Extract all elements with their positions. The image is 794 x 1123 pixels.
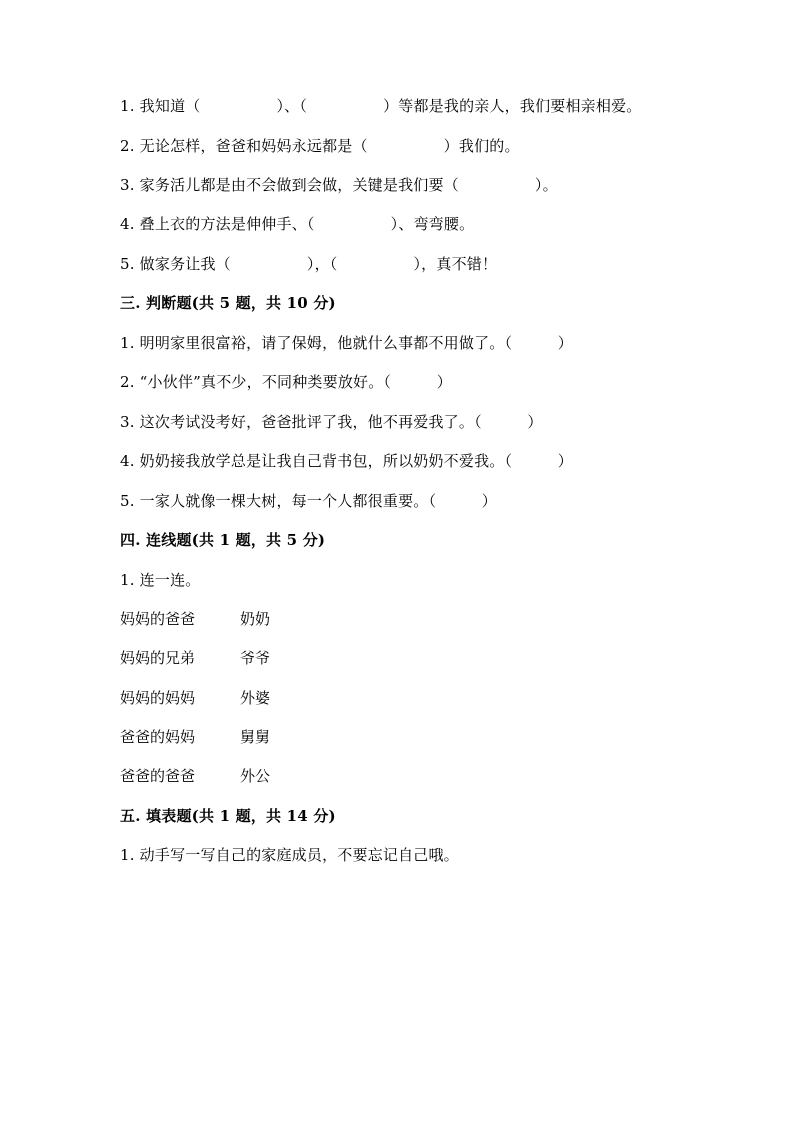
fill-blank-item-4: 4. 叠上衣的方法是伸伸手、（ ）、弯弯腰。 [120,215,475,233]
section4-heading: 四. 连线题(共 1 题，共 5 分) [120,531,326,549]
judge-item-1: 1. 明明家里很富裕，请了保姆，他就什么事都不用做了。（ ） [120,334,573,352]
matching-right-item-3: 外婆 [240,689,271,707]
fill-blank-item-3: 3. 家务活儿都是由不会做到会做，关键是我们要（ ）。 [120,176,558,194]
matching-right-item-1: 奶奶 [240,610,271,628]
judge-item-4: 4. 奶奶接我放学总是让我自己背书包，所以奶奶不爱我。（ ） [120,452,573,470]
matching-left-item-1: 妈妈的爸爸 [120,610,196,628]
fill-blank-item-2: 2. 无论怎样，爸爸和妈妈永远都是（ ）我们的。 [120,137,520,155]
judge-item-2: 2. “小伙伴”真不少，不同种类要放好。（ ） [120,373,452,391]
judge-item-5: 5. 一家人就像一棵大树，每一个人都很重要。（ ） [120,492,497,510]
fill-blank-item-1: 1. 我知道（ ）、（ ）等都是我的亲人，我们要相亲相爱。 [120,97,642,115]
matching-left-item-4: 爸爸的妈妈 [120,728,196,746]
matching-question: 1. 连一连。 [120,571,201,589]
matching-left-item-3: 妈妈的妈妈 [120,689,196,707]
section3-heading: 三. 判断题(共 5 题，共 10 分) [120,294,336,312]
fill-blank-item-5: 5. 做家务让我（ ），（ ），真不错！ [120,255,498,273]
judge-item-3: 3. 这次考试没考好，爸爸批评了我，他不再爱我了。（ ） [120,413,543,431]
matching-right-item-4: 舅舅 [240,728,271,746]
matching-left-item-2: 妈妈的兄弟 [120,649,196,667]
fill-table-question: 1. 动手写一写自己的家庭成员，不要忘记自己哦。 [120,846,459,864]
matching-right-item-2: 爷爷 [240,649,271,667]
matching-left-item-5: 爸爸的爸爸 [120,767,196,785]
matching-right-item-5: 外公 [240,767,271,785]
section5-heading: 五. 填表题(共 1 题，共 14 分) [120,807,336,825]
